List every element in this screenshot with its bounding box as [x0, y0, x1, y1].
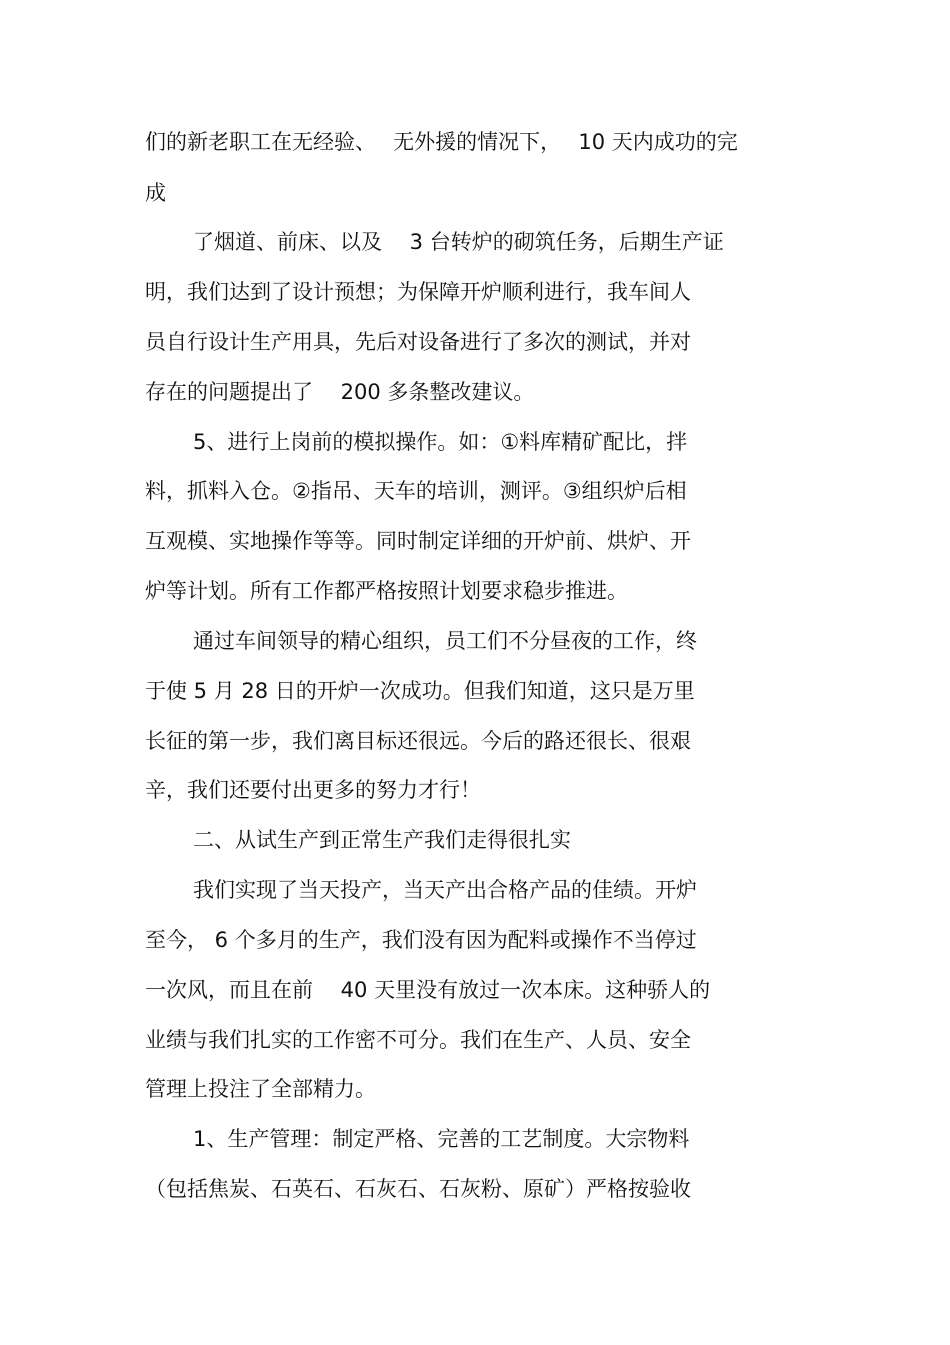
text-line: 管理上投注了全部精力。: [145, 1077, 376, 1101]
text-line: 业绩与我们扎实的工作密不可分。我们在生产、人员、安全: [145, 1028, 691, 1052]
text-line: 料，抓料入仓。②指吊、天车的培训，测评。③组织炉后相: [145, 479, 687, 503]
text-line: 辛，我们还要付出更多的努力才行！: [145, 778, 481, 802]
text-line: 互观模、实地操作等等。同时制定详细的开炉前、烘炉、开: [145, 529, 691, 553]
text-line: 至今， 6 个多月的生产，我们没有因为配料或操作不当停过: [145, 928, 697, 952]
text-line: 了烟道、前床、以及 3 台转炉的砌筑任务，后期生产证: [193, 230, 724, 254]
text-line: （包括焦炭、石英石、石灰石、石灰粉、原矿）严格按验收: [145, 1177, 691, 1201]
text-line: 员自行设计生产用具，先后对设备进行了多次的测试，并对: [145, 330, 691, 354]
section-heading: 二、从试生产到正常生产我们走得很扎实: [193, 828, 571, 852]
text-line: 炉等计划。所有工作都严格按照计划要求稳步推进。: [145, 579, 628, 603]
text-line: 1、生产管理：制定严格、完善的工艺制度。大宗物料: [193, 1127, 690, 1151]
text-line: 成: [145, 181, 166, 205]
text-line: 通过车间领导的精心组织，员工们不分昼夜的工作，终: [193, 629, 697, 653]
text-line: 们的新老职工在无经验、 无外援的情况下， 10 天内成功的完: [145, 130, 738, 154]
text-line: 长征的第一步，我们离目标还很远。今后的路还很长、很艰: [145, 729, 691, 753]
text-line: 我们实现了当天投产，当天产出合格产品的佳绩。开炉: [193, 878, 697, 902]
text-line: 明，我们达到了设计预想；为保障开炉顺利进行，我车间人: [145, 280, 691, 304]
text-line: 一次风，而且在前 40 天里没有放过一次本床。这种骄人的: [145, 978, 711, 1002]
text-line: 于使 5 月 28 日的开炉一次成功。但我们知道，这只是万里: [145, 679, 695, 703]
text-line: 存在的问题提出了 200 多条整改建议。: [145, 380, 535, 404]
text-line: 5、进行上岗前的模拟操作。如：①料库精矿配比，拌: [193, 430, 688, 454]
